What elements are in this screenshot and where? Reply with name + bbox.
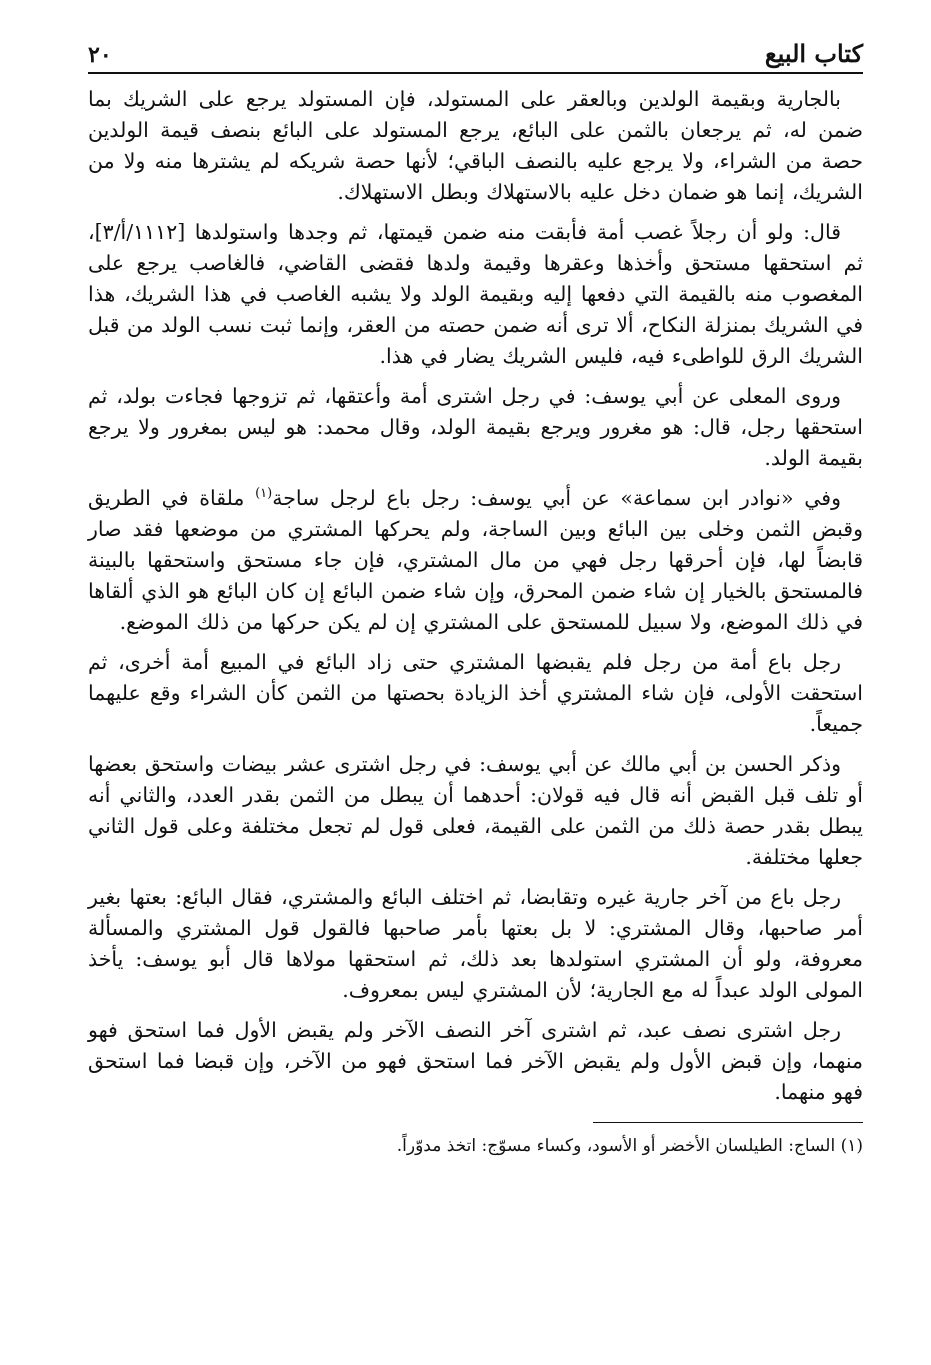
footnote-divider	[593, 1122, 863, 1123]
chapter-title: كتاب البيع	[764, 39, 863, 68]
paragraph: رجل باع من آخر جارية غيره وتقابضا، ثم اختلف البائع والمشتري، فقال البائع: بعتها بغير أمر صاحبها، وقال المشتري: لا بل بعتها بأمر صاحبها فالقول قول المشتري والمسألة معروفة، ولو أن المشتري استولدها بعد ذلك، ثم استحقها مولاها قال أبو يوسف: يأخذ المولى الولد عبداً له مع الجارية؛ لأن المشتري ليس بمعروف.	[88, 885, 863, 1002]
book-page	[88, 30, 863, 1350]
paragraph: بالجارية وبقيمة الولدين وبالعقر على المستولد، فإن المستولد يرجع على الشريك بما ضمن له، ثم يرجعان بالثمن على البائع، يرجع المستولد على البائع بنصف قيمة الولدين حصة من الشراء، ولا يرجع عليه بالنصف الباقي؛ لأنها حصة شريكه لم يشترها منه ولا من الشريك، إنما هو ضمان دخل عليه بالاستهلاك وبطل الاستهلاك.	[88, 87, 863, 204]
footnote-reference[interactable]: (١)	[255, 486, 273, 502]
paragraph-text: ملقاة في الطريق وقبض الثمن وخلى بين البائع وبين الساجة، ولم يحركها المشتري من موضعها فقد صار قابضاً لها، فإن أحرقها رجل فهي من مال المشتري، فإن جاء مستحق واستحقها بالبينة فالمستحق بالخيار إن شاء ضمن المحرق، وإن شاء ضمن البائع إن كان البائع هو الذي ألقاها في ذلك الموضع، ولا سبيل للمستحق على المشتري إن لم يكن حركها من ذلك الموضع.	[88, 486, 863, 634]
paragraph: وروى المعلى عن أبي يوسف: في رجل اشترى أمة وأعتقها، ثم تزوجها فجاءت بولد، ثم استحقها رجل، قال: هو مغرور ويرجع بقيمة الولد، وقال محمد: هو ليس بمغرور ولا يرجع بقيمة الولد.	[88, 384, 863, 470]
paragraph: رجل اشترى نصف عبد، ثم اشترى آخر النصف الآخر ولم يقبض الأول فما استحق فهو منهما، وإن قبض الأول ولم يقبض الآخر فما استحق فهو من الآخر، وإن قبضا فما استحق فهو منهما.	[88, 1018, 863, 1104]
running-header	[88, 30, 863, 74]
paragraph: قال: ولو أن رجلاً غصب أمة فأبقت منه ضمن قيمتها، ثم وجدها واستولدها [١١١٢/أ/٣]، ثم استحقها مستحق وأخذها وعقرها وقيمة ولدها فقضى القاضي، فالغاصب يرجع على المغصوب منه بالقيمة التي دفعها إليه وبقيمة الولد ولا يشبه الغاصب في هذا الشريك، هذا في الشريك بمنزلة النكاح، ألا ترى أنه ضمن حصته من العقر، وإنما ثبت نسب الولد من قبل الشريك الرق للواطىء فيه، فليس الشريك يضار في هذا.	[88, 220, 863, 368]
footnote: (١) الساج: الطيلسان الأخضر أو الأسود، وكساء مسوّج: اتخذ مدوّراً.	[396, 1136, 863, 1156]
paragraph: رجل باع أمة من رجل فلم يقبضها المشتري حتى زاد البائع في المبيع أمة أخرى، ثم استحقت الأولى، فإن شاء المشتري أخذ الزيادة بحصتها من الثمن كأن الشراء وقع عليهما جميعاً.	[88, 650, 863, 736]
paragraph	[88, 483, 863, 638]
paragraph: وذكر الحسن بن أبي مالك عن أبي يوسف: في رجل اشترى عشر بيضات واستحق بعضها أو تلف قبل القبض أنه قال فيه قولان: أحدهما أن يبطل من الثمن بقدر العدد، والثاني أنه يبطل بقدر حصة ذلك من الثمن على القيمة، فعلى قول لم تجعل مختلفة وعلى قول الثاني جعلها مختلفة.	[88, 752, 863, 869]
paragraph-text: وفي «نوادر ابن سماعة» عن أبي يوسف: رجل باع لرجل ساجة	[272, 486, 842, 510]
main-text	[88, 84, 863, 1108]
page-number: ٢٠	[88, 42, 112, 68]
